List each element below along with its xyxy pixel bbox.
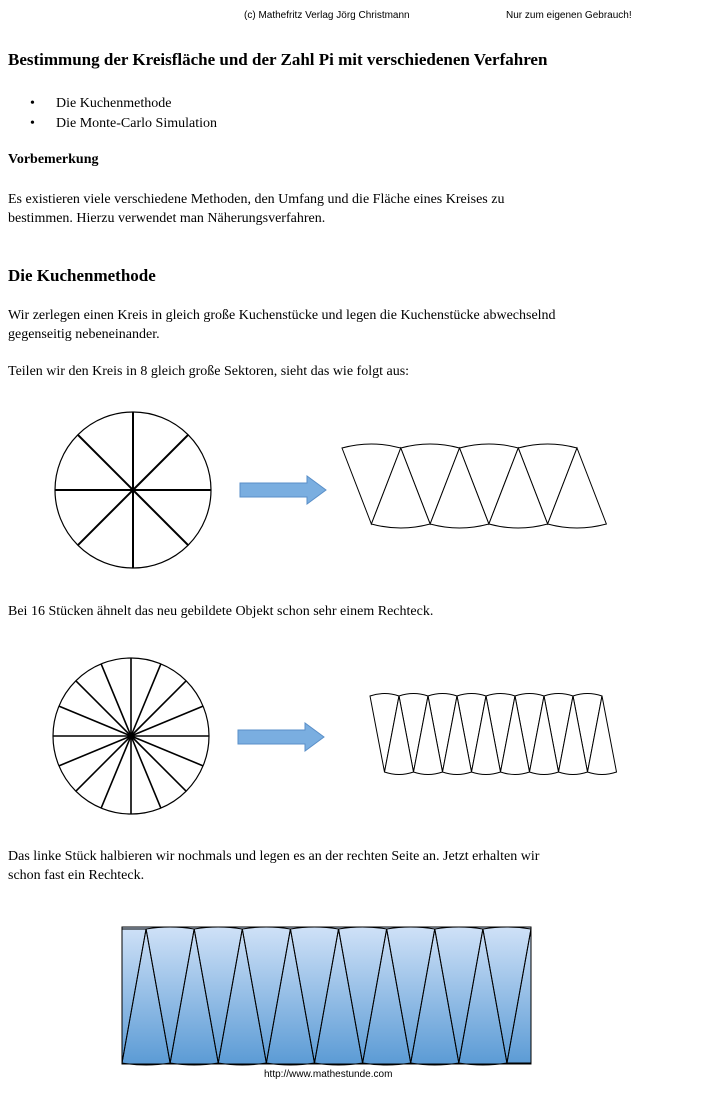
near-rectangle-figure <box>121 925 533 1067</box>
paragraph-intro <box>8 306 698 344</box>
list-item: • Die Monte-Carlo Simulation <box>30 114 217 134</box>
paragraph-sixteen-sectors: Bei 16 Stücken ähnelt das neu gebildete Objekt schon sehr einem Rechteck. <box>8 604 434 619</box>
section-heading-vorbemerkung: Vorbemerkung <box>8 152 99 167</box>
bullet-list <box>30 94 217 134</box>
text-line: Das linke Stück halbieren wir nochmals und legen es an der rechten Seite an. Jetzt erhalten wir <box>8 849 540 864</box>
text-line: bestimmen. Hierzu verwendet man Näherungsverfahren. <box>8 211 326 226</box>
page-title: Bestimmung der Kreisfläche und der Zahl Pi mit verschiedenen Verfahren <box>8 50 548 69</box>
rearranged-8-pieces-figure <box>338 442 613 532</box>
paragraph-eight-sectors: Teilen wir den Kreis in 8 gleich große Sektoren, sieht das wie folgt aus: <box>8 364 410 379</box>
pieces-group <box>342 444 606 528</box>
arrow-right-icon <box>237 722 327 752</box>
section-heading-kuchenmethode: Die Kuchenmethode <box>8 266 156 285</box>
footer-url: http://www.mathestunde.com <box>264 1069 393 1080</box>
text-line: Es existieren viele verschiedene Methoden, den Umfang und die Fläche eines Kreises zu <box>8 192 505 207</box>
pieces-group <box>370 694 617 775</box>
header-notice: Nur zum eigenen Gebrauch! <box>506 10 632 21</box>
paragraph-half-piece <box>8 847 698 885</box>
arrow-right-icon <box>239 475 329 505</box>
text-line: schon fast ein Rechteck. <box>8 868 145 883</box>
text-line: gegenseitig nebeneinander. <box>8 327 160 342</box>
list-item: • Die Kuchenmethode <box>30 94 217 114</box>
text-line: Wir zerlegen einen Kreis in gleich große Kuchenstücke und legen die Kuchenstücke abwechselnd <box>8 308 556 323</box>
bullet-text: Die Kuchenmethode <box>56 96 172 111</box>
paragraph-vorbemerkung <box>8 190 698 228</box>
circle-16-sectors-figure <box>51 656 211 816</box>
circle-8-sectors-figure <box>53 410 213 570</box>
bullet-text: Die Monte-Carlo Simulation <box>56 116 217 131</box>
rearranged-16-pieces-figure <box>366 692 626 777</box>
header-copyright: (c) Mathefritz Verlag Jörg Christmann <box>244 10 410 21</box>
